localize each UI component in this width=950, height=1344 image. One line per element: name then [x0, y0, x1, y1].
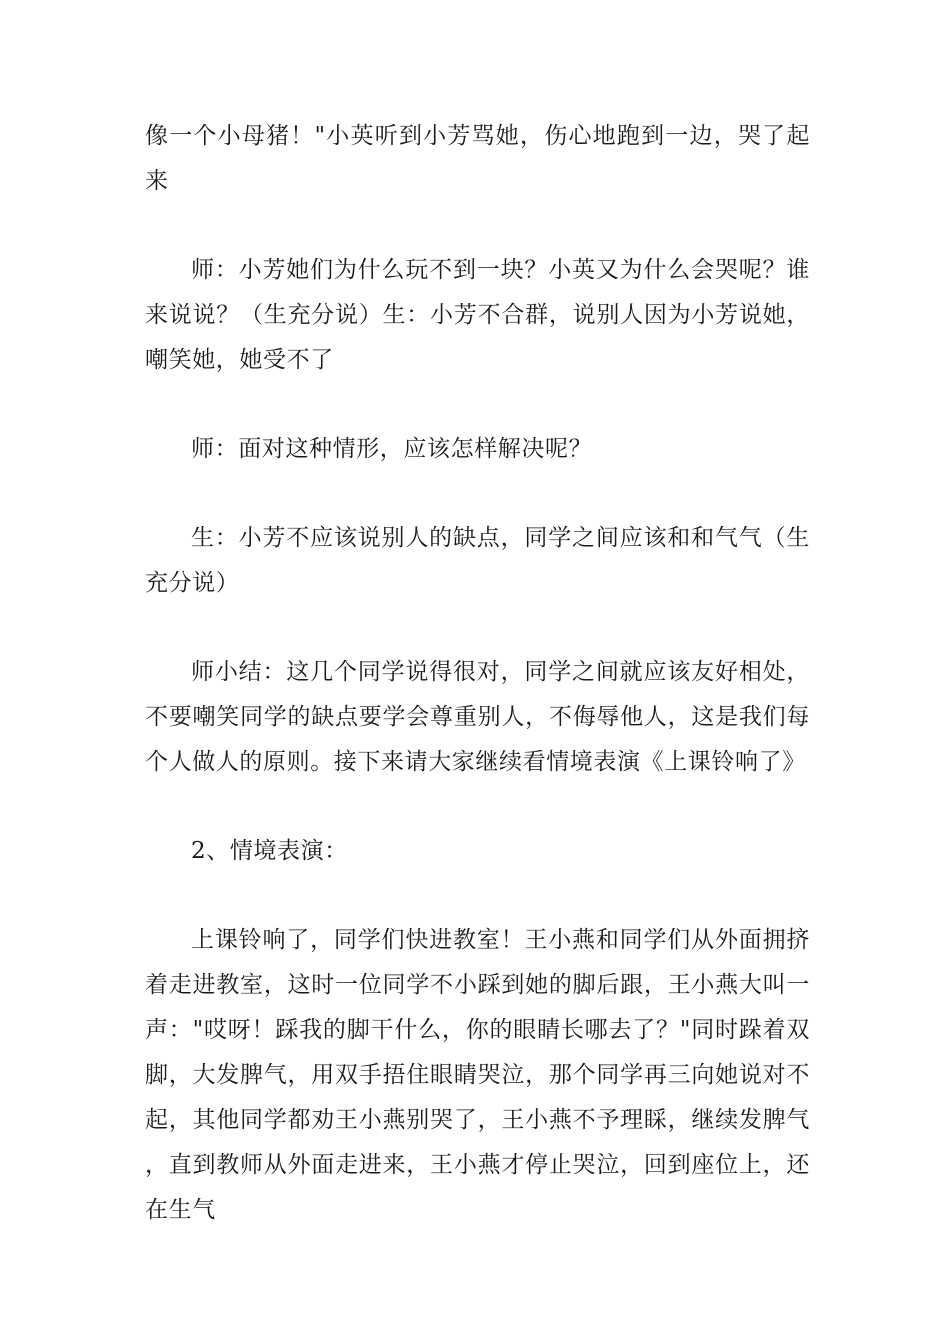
paragraph-teacher-solution-question: 师：面对这种情形，应该怎样解决呢？: [191, 436, 593, 462]
paragraph-teacher-summary: 师小结：这几个同学说得很对，同学之间就应该友好相处，不要嘲笑同学的缺点要学会尊重别人，不侮辱他人，这是我们每个人做人的原则。接下来请大家继续看情境表演《上课铃响了》: [145, 659, 810, 775]
paragraph-scenario-description: 上课铃响了，同学们快进教室！王小燕和同学们从外面拥挤着走进教室，这时一位同学不小踩到她的脚后跟，王小燕大叫一声："哎呀！踩我的脚干什么，你的眼睛长哪去了？"同时跺着双脚，大发脾气，用双手捂住眼睛哭泣，那个同学再三向她说对不起，其他同学都劝王小燕别哭了，王小燕不予理睬，继续发脾气，直到教师从外面走进来，王小燕才停止哭泣，回到座位上，还在生气: [145, 927, 810, 1223]
document-body: [145, 114, 810, 1277]
paragraph-section-heading: 2、情境表演：: [191, 838, 348, 864]
paragraph-student-answer: 生：小芳不应该说别人的缺点，同学之间应该和和气气（生充分说）: [145, 525, 810, 596]
paragraph-story-continuation: 像一个小母猪！"小英听到小芳骂她，伤心地跑到一边，哭了起来: [145, 123, 810, 194]
paragraph-teacher-question: 师：小芳她们为什么玩不到一块？小英又为什么会哭呢？谁来说说？（生充分说）生：小芳不合群，说别人因为小芳说她，嘲笑她，她受不了: [145, 257, 810, 373]
